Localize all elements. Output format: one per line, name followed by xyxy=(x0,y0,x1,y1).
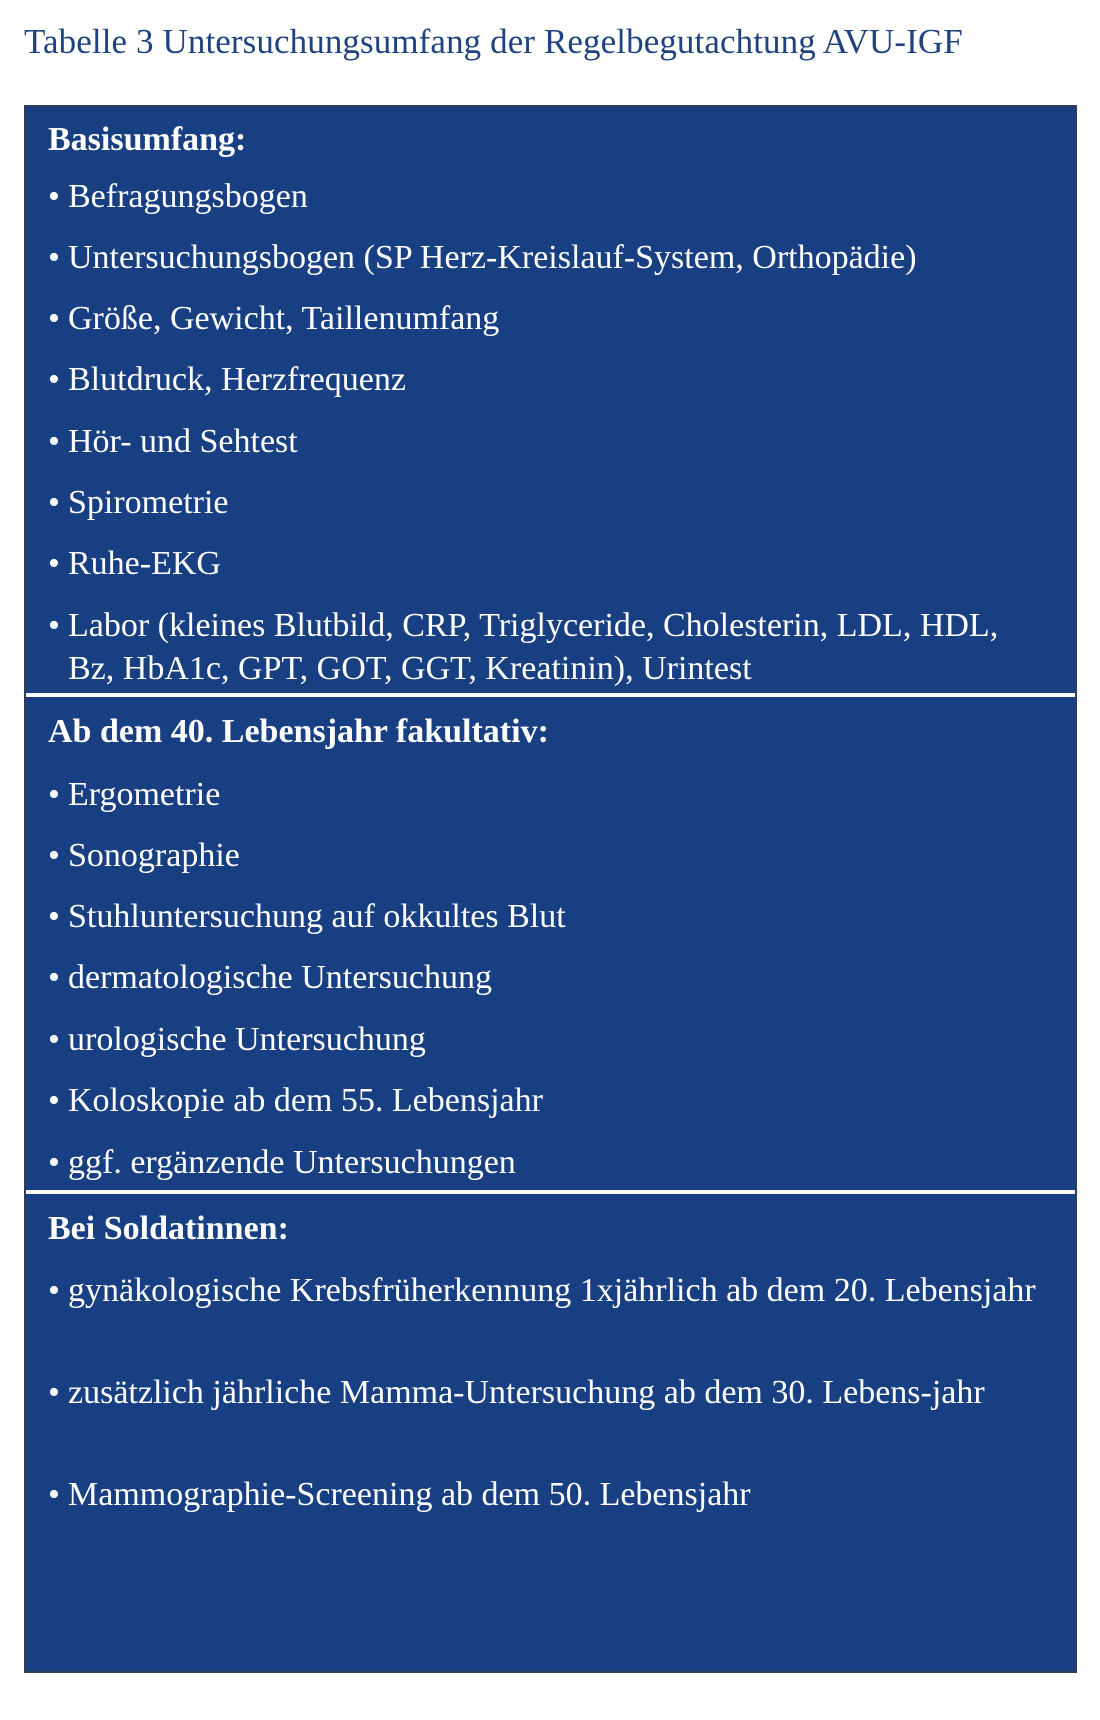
section-divider xyxy=(26,1190,1075,1194)
list-item: • gynäkologische Krebsfrüherkennung 1xjährlich ab dem 20. Lebensjahr xyxy=(48,1269,1045,1312)
bullet-icon: • xyxy=(48,545,60,582)
section-heading-ab-40: Ab dem 40. Lebensjahr fakultativ: xyxy=(48,713,549,750)
section-divider xyxy=(26,693,1075,697)
bullet-icon: • xyxy=(48,1082,60,1119)
list-item: • Spirometrie xyxy=(48,481,1045,524)
examination-table xyxy=(24,105,1077,1673)
list-item: • Größe, Gewicht, Taillenumfang xyxy=(48,297,1045,340)
bullet-icon: • xyxy=(48,837,60,874)
bullet-icon: • xyxy=(48,361,60,398)
bullet-icon: • xyxy=(48,178,60,215)
list-item: • Untersuchungsbogen (SP Herz-Kreislauf-System, Orthopädie) xyxy=(48,236,1045,279)
bullet-icon: • xyxy=(48,959,60,996)
list-item: • dermatologische Untersuchung xyxy=(48,956,1045,999)
bullet-icon: • xyxy=(48,607,60,644)
list-item: • Blutdruck, Herzfrequenz xyxy=(48,358,1045,401)
section-heading-soldatinnen: Bei Soldatinnen: xyxy=(48,1210,289,1247)
bullet-icon: • xyxy=(48,898,60,935)
bullet-icon: • xyxy=(48,239,60,276)
section-heading-basisumfang: Basisumfang: xyxy=(48,121,247,158)
bullet-icon: • xyxy=(48,776,60,813)
list-item: • Sonographie xyxy=(48,834,1045,877)
list-item: • Stuhluntersuchung auf okkultes Blut xyxy=(48,895,1045,938)
list-item: • ggf. ergänzende Untersuchungen xyxy=(48,1141,1045,1184)
bullet-icon: • xyxy=(48,1272,60,1309)
table-caption: Tabelle 3 Untersuchungsumfang der Regelbegutachtung AVU-IGF xyxy=(24,22,963,61)
list-item: • Ergometrie xyxy=(48,773,1045,816)
bullet-icon: • xyxy=(48,1144,60,1181)
bullet-icon: • xyxy=(48,1021,60,1058)
list-item: • Mammographie-Screening ab dem 50. Lebensjahr xyxy=(48,1473,1045,1516)
list-item: • Befragungsbogen xyxy=(48,175,1045,218)
list-item: • Hör- und Sehtest xyxy=(48,420,1045,463)
list-item: • Labor (kleines Blutbild, CRP, Triglyceride, Cholesterin, LDL, HDL, Bz, HbA1c, GPT, GOT, GGT, Kreatinin), Urintest xyxy=(48,604,1045,690)
list-item: • zusätzlich jährliche Mamma-Untersuchung ab dem 30. Lebens-jahr xyxy=(48,1371,1045,1414)
bullet-icon: • xyxy=(48,300,60,337)
list-item: • Ruhe-EKG xyxy=(48,542,1045,585)
bullet-icon: • xyxy=(48,484,60,521)
bullet-icon: • xyxy=(48,1374,60,1411)
bullet-icon: • xyxy=(48,1476,60,1513)
list-item: • urologische Untersuchung xyxy=(48,1018,1045,1061)
bullet-icon: • xyxy=(48,423,60,460)
list-item: • Koloskopie ab dem 55. Lebensjahr xyxy=(48,1079,1045,1122)
